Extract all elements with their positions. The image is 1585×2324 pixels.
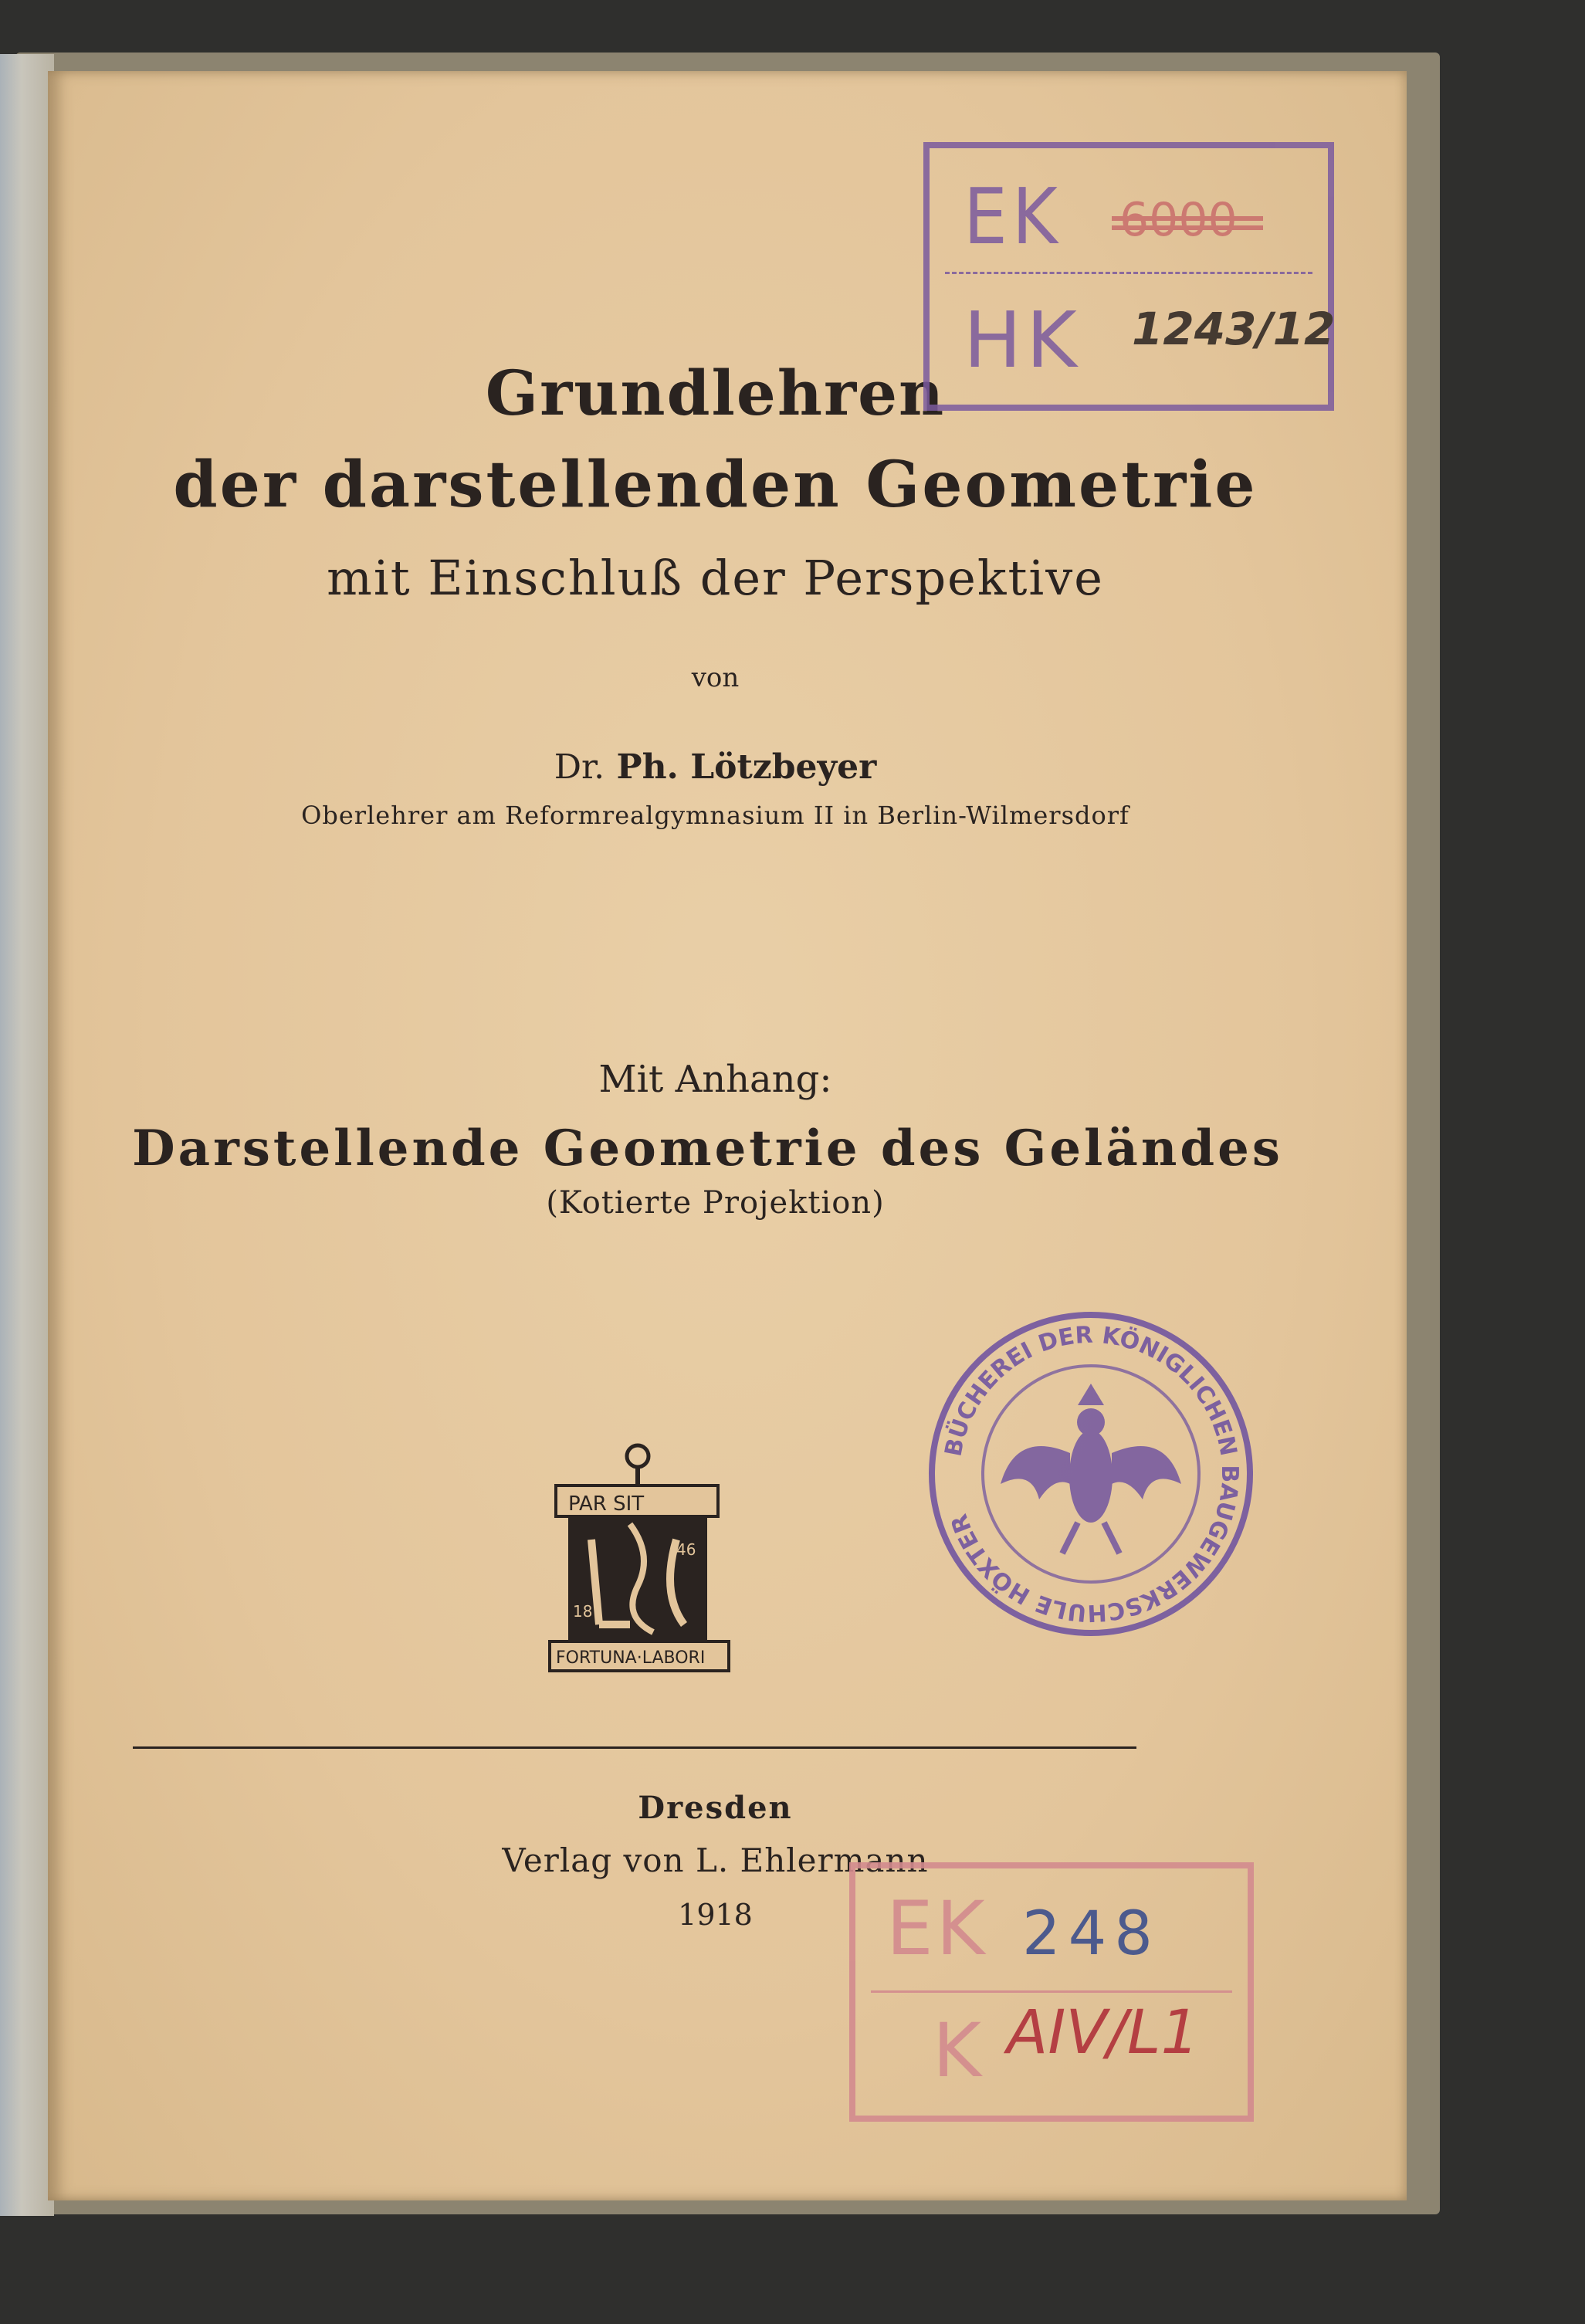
appendix-subtitle: (Kotierte Projektion) <box>546 1185 885 1221</box>
stamp-divider <box>871 1990 1232 1993</box>
author-line <box>0 747 1585 787</box>
shelfmark-stamp-top <box>923 142 1334 411</box>
stamp-handwritten-number: 248 <box>1022 1899 1160 1969</box>
imprint-city: Dresden <box>638 1790 793 1826</box>
mark-year-right: 46 <box>676 1540 696 1559</box>
stamp-hk-label: HK <box>964 295 1082 385</box>
title-line-2: der darstellenden Geometrie <box>173 448 1258 522</box>
stamp-divider <box>945 272 1312 274</box>
mark-year-left: 18 <box>573 1602 593 1621</box>
stamp-ek-label: EK <box>886 1885 988 1972</box>
author-name: Ph. Lötzbeyer <box>616 747 877 787</box>
shelfmark-stamp-bottom <box>849 1862 1254 2122</box>
strike-line <box>1112 225 1263 230</box>
eagle-emblem-icon <box>1001 1384 1181 1553</box>
author-affiliation: Oberlehrer am Reformrealgymnasium II in Berlin-Wilmersdorf <box>301 801 1129 830</box>
title-line-3: mit Einschluß der Perspektive <box>327 550 1104 606</box>
stamp-k-label: K <box>933 2007 981 2094</box>
stamp-handwritten-number: 1243/12 <box>1132 303 1336 355</box>
author-prefix: Dr. <box>554 747 605 787</box>
stamp-handwritten-code: AIV/L1 <box>1007 1998 1200 2068</box>
mark-top-text: PAR SIT <box>568 1492 645 1516</box>
mark-bottom-text: FORTUNA·LABORI <box>556 1648 706 1668</box>
title-line-1: Grundlehren <box>485 357 946 429</box>
imprint-year: 1918 <box>678 1898 753 1932</box>
by-label: von <box>691 662 740 693</box>
strike-line <box>1112 216 1263 221</box>
horizontal-rule <box>133 1746 1136 1749</box>
library-seal-stamp <box>923 1306 1258 1641</box>
appendix-label: Mit Anhang: <box>598 1058 832 1101</box>
imprint-publisher: Verlag von L. Ehlermann <box>502 1841 929 1879</box>
seal-text: BÜCHEREI DER KÖNIGLICHEN BAUGEWERKSCHULE HÖXTER <box>940 1321 1244 1627</box>
printer-mark-logo <box>545 1439 746 1686</box>
appendix-title: Darstellende Geometrie des Geländes <box>132 1120 1283 1177</box>
stamp-ek-label: EK <box>964 171 1062 262</box>
